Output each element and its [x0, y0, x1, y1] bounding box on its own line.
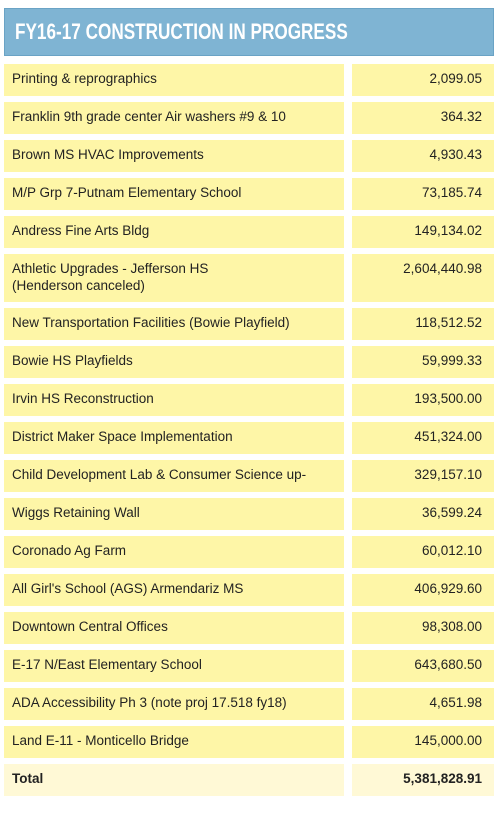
project-name: Andress Fine Arts Bldg	[12, 223, 150, 238]
total-row	[4, 764, 494, 796]
table-row	[4, 498, 494, 530]
table-row	[4, 178, 494, 210]
project-name: Bowie HS Playfields	[12, 353, 133, 368]
project-name-cell	[4, 178, 344, 210]
project-amount: 406,929.60	[352, 574, 494, 606]
project-amount: 149,134.02	[352, 216, 494, 248]
project-name-cell	[4, 216, 344, 248]
project-amount: 329,157.10	[352, 460, 494, 492]
project-name: Brown MS HVAC Improvements	[12, 147, 204, 162]
project-amount: 4,651.98	[352, 688, 494, 720]
project-amount: 364.32	[352, 102, 494, 134]
project-amount: 98,308.00	[352, 612, 494, 644]
total-label: Total	[4, 764, 344, 796]
table-row	[4, 64, 494, 96]
project-name-cell	[4, 612, 344, 644]
project-table	[4, 64, 494, 802]
table-row	[4, 460, 494, 492]
project-name-cell	[4, 102, 344, 134]
table-row	[4, 688, 494, 720]
project-name: ADA Accessibility Ph 3 (note proj 17.518 fy18)	[12, 695, 287, 710]
project-name: Child Development Lab & Consumer Science up-	[12, 467, 307, 482]
project-name: All Girl's School (AGS) Armendariz MS	[12, 581, 244, 596]
project-name: Land E-11 - Monticello Bridge	[12, 733, 189, 748]
project-amount: 2,604,440.98	[352, 254, 494, 302]
project-name: Printing & reprographics	[12, 71, 157, 86]
project-name-cell	[4, 460, 344, 492]
project-name: Athletic Upgrades - Jefferson HS	[12, 261, 209, 276]
project-name-cell	[4, 536, 344, 568]
table-row	[4, 726, 494, 758]
project-name-cell	[4, 422, 344, 454]
table-row	[4, 308, 494, 340]
project-name: Downtown Central Offices	[12, 619, 168, 634]
table-row	[4, 102, 494, 134]
project-amount: 60,012.10	[352, 536, 494, 568]
project-amount: 36,599.24	[352, 498, 494, 530]
page-title: FY16-17 CONSTRUCTION IN PROGRESS	[15, 19, 348, 44]
table-row	[4, 422, 494, 454]
project-name: Coronado Ag Farm	[12, 543, 127, 558]
project-name: New Transportation Facilities (Bowie Playfield)	[12, 315, 290, 330]
project-name-cell	[4, 308, 344, 340]
project-amount: 451,324.00	[352, 422, 494, 454]
section-header	[4, 8, 494, 56]
project-amount: 2,099.05	[352, 64, 494, 96]
project-name: District Maker Space Implementation	[12, 429, 233, 444]
table-row	[4, 384, 494, 416]
table-row	[4, 536, 494, 568]
project-name-note: (Henderson canceled)	[12, 278, 145, 293]
project-name-cell	[4, 346, 344, 378]
table-row	[4, 650, 494, 682]
project-name-cell	[4, 498, 344, 530]
project-name: M/P Grp 7-Putnam Elementary School	[12, 185, 242, 200]
project-name: Wiggs Retaining Wall	[12, 505, 140, 520]
project-name-cell	[4, 64, 344, 96]
table-row	[4, 346, 494, 378]
project-amount: 59,999.33	[352, 346, 494, 378]
project-name-cell	[4, 574, 344, 606]
table-row	[4, 216, 494, 248]
project-amount: 193,500.00	[352, 384, 494, 416]
project-name-cell	[4, 140, 344, 172]
project-amount: 145,000.00	[352, 726, 494, 758]
table-row	[4, 254, 494, 302]
project-name-cell	[4, 254, 344, 302]
project-amount: 4,930.43	[352, 140, 494, 172]
project-name-cell	[4, 384, 344, 416]
project-amount: 118,512.52	[352, 308, 494, 340]
project-name-cell	[4, 688, 344, 720]
total-amount: 5,381,828.91	[352, 764, 494, 796]
project-amount: 643,680.50	[352, 650, 494, 682]
project-name: Franklin 9th grade center Air washers #9 & 10	[12, 109, 286, 124]
project-name: E-17 N/East Elementary School	[12, 657, 202, 672]
project-name-cell	[4, 650, 344, 682]
table-row	[4, 574, 494, 606]
project-name-cell	[4, 726, 344, 758]
project-amount: 73,185.74	[352, 178, 494, 210]
table-row	[4, 140, 494, 172]
project-name: Irvin HS Reconstruction	[12, 391, 154, 406]
table-row	[4, 612, 494, 644]
